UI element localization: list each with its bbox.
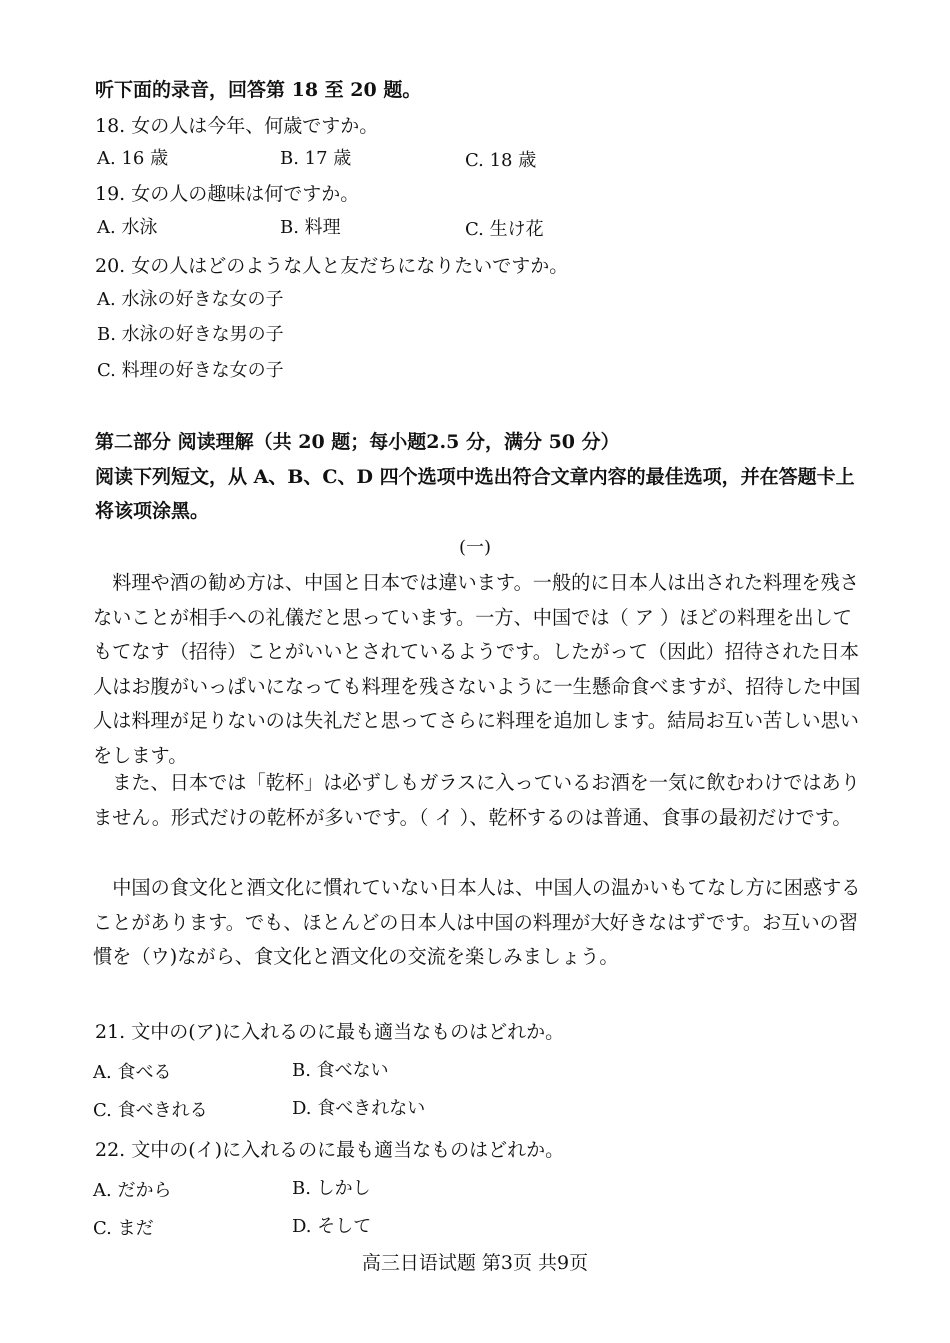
q20-option-b: B. 水泳の好きな男の子 [97, 324, 284, 345]
question-20-stem: 20. 女の人はどのような人と友だちになりたいですか。 [95, 255, 569, 277]
question-21-stem: 21. 文中の(ア)に入れるのに最も適当なものはどれか。 [95, 1021, 565, 1043]
q18-option-c: C. 18 歳 [465, 150, 537, 171]
passage-number: (一) [458, 537, 492, 558]
q21-option-c: C. 食べきれる [93, 1100, 208, 1121]
q22-option-a: A. だから [93, 1180, 172, 1201]
reading-heading: 第二部分 阅读理解（共 20 题；每小题2.5 分，满分 50 分） [95, 431, 620, 453]
listening-instruction: 听下面的录音，回答第 18 至 20 题。 [95, 79, 422, 101]
q21-option-a: A. 食べる [93, 1062, 172, 1083]
question-22-stem: 22. 文中の(イ)に入れるのに最も適当なものはどれか。 [95, 1139, 565, 1161]
q22-option-c: C. まだ [93, 1218, 154, 1239]
q20-option-c: C. 料理の好きな女の子 [97, 360, 284, 381]
question-19-stem: 19. 女の人の趣味は何ですか。 [95, 183, 360, 205]
passage-paragraph-3: 中国の食文化と酒文化に慣れていない日本人は、中国人の温かいもてなし方に困惑することがあります。でも、ほとんどの日本人は中国の料理が大好きなはずです。お互いの習慣を（ウ)ながら、食文化と酒文化の交流を楽しみましょう。 [93, 876, 861, 968]
q20-option-a: A. 水泳の好きな女の子 [97, 289, 284, 310]
question-18-stem: 18. 女の人は今年、何歳ですか。 [95, 115, 379, 137]
passage-paragraph-1: 料理や酒の勧め方は、中国と日本では違います。一般的に日本人は出された料理を残さないことが相手への礼儀だと思っています。一方、中国では（ ア ）ほどの料理を出してもてなす（招待）ことがいいとされているようです。したがって（因此）招待された日本人はお腹がいっぱいになっても料理を残さないように一生懸命食べますが、招待した中国人は料理が足りないのは失礼だと思ってさらに料理を追加します。結局お互い苦しい思いをします。 [93, 571, 861, 767]
q19-option-b: B. 料理 [280, 217, 341, 238]
q22-option-b: B. しかし [292, 1178, 371, 1199]
q19-option-a: A. 水泳 [97, 217, 158, 238]
q18-option-b: B. 17 歳 [280, 148, 352, 169]
q18-option-a: A. 16 歳 [97, 148, 169, 169]
q21-option-b: B. 食べない [292, 1060, 389, 1081]
q19-option-c: C. 生け花 [465, 219, 544, 240]
q22-option-d: D. そして [292, 1216, 372, 1237]
page-footer: 高三日语试题 第3页 共9页 [361, 1252, 589, 1274]
reading-instruction: 阅读下列短文，从 A、B、C、D 四个选项中选出符合文章内容的最佳选项，并在答题卡上将该项涂黑。 [95, 466, 855, 522]
passage-paragraph-2: また、日本では「乾杯」は必ずしもガラスに入っているお酒を一気に飲むわけではありません。形式だけの乾杯が多いです。（ イ ）、乾杯するのは普通、食事の最初だけです。 [93, 771, 860, 829]
q21-option-d: D. 食べきれない [292, 1098, 426, 1119]
